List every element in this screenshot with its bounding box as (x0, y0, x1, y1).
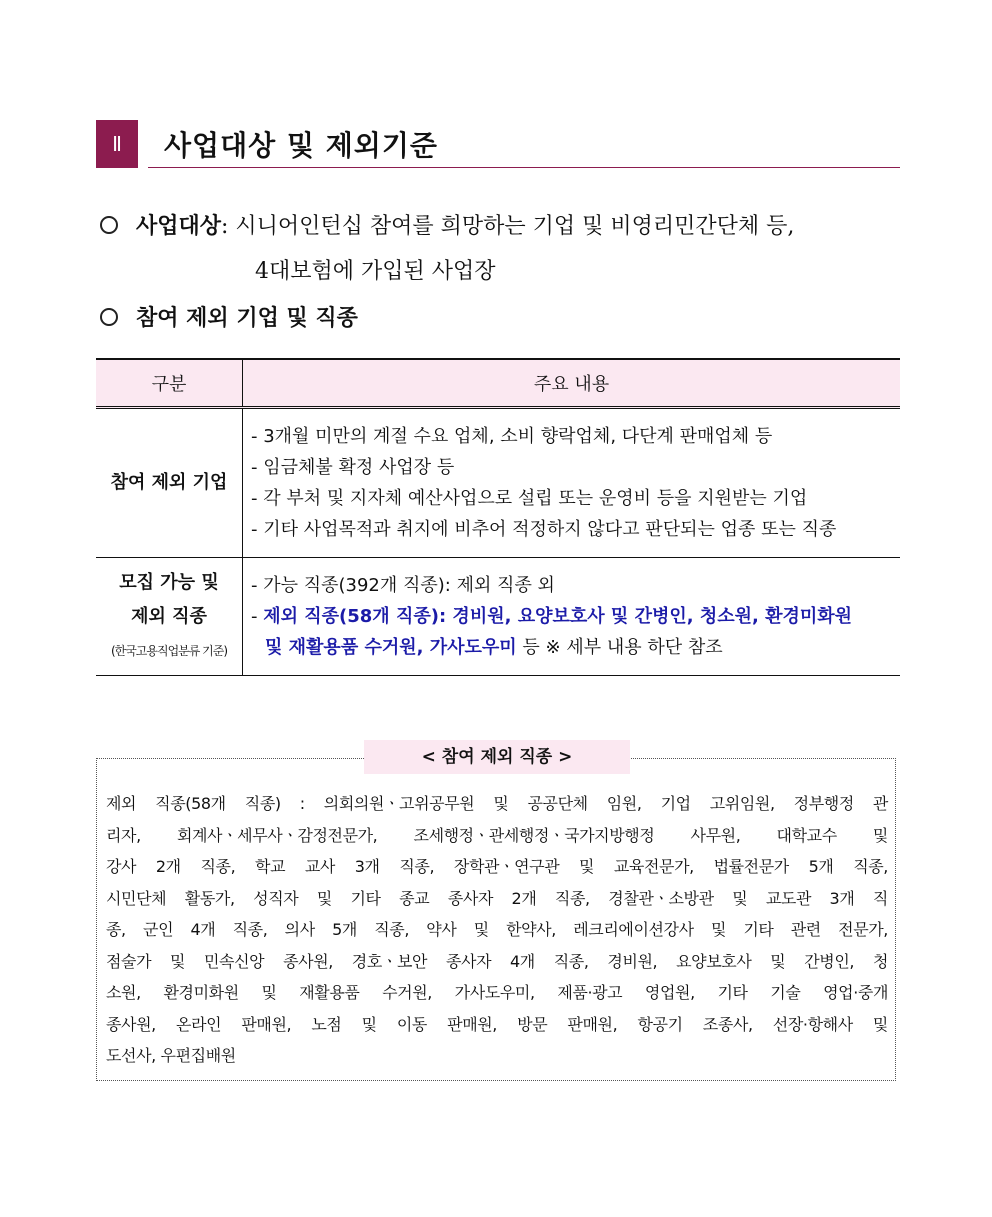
box-title: < 참여 제외 직종 > (364, 740, 630, 774)
text-line: 강사 2개 직종, 학교 교사 3개 직종, 장학관ㆍ연구관 및 교육전문가, 법률전문가 5개 직종, (106, 857, 888, 876)
section-divider (148, 167, 900, 168)
content-line: - 가능 직종(392개 직종): 제외 직종 외 (251, 575, 555, 596)
text-line: 도선사, 우편집배원 (106, 1046, 236, 1065)
section-header (96, 120, 900, 170)
exclusion-table (96, 358, 900, 676)
content-line: - 임금체불 확정 사업장 등 (251, 457, 455, 478)
dash-prefix: - (251, 606, 264, 627)
category-note: (한국고용직업분류 기준) (110, 643, 228, 658)
section-title: 사업대상 및 제외기준 (164, 129, 438, 162)
content-line: - 3개월 미만의 계절 수요 업체, 소비 향락업체, 다단계 판매업체 등 (251, 426, 773, 447)
bullet-business-target (100, 204, 794, 249)
category-line: 모집 가능 및 (119, 571, 219, 593)
highlighted-text: 제외 직종(58개 직종): 경비원, 요양보호사 및 간병인, 청소원, 환경미화원 (263, 606, 853, 627)
section-number-badge: Ⅱ (96, 120, 138, 168)
row-content (243, 408, 901, 558)
target-label: 사업대상 (136, 213, 222, 239)
text-line: 종, 군인 4개 직종, 의사 5개 직종, 약사 및 한약사, 레크리에이션강사 및 기타 관련 전문가, (106, 920, 888, 939)
target-text-continued: 4대보험에 가입된 사업장 (255, 259, 496, 284)
table-row (96, 408, 900, 558)
table-header-row (96, 359, 900, 408)
text-line: 시민단체 활동가, 성직자 및 기타 종교 종사자 2개 직종, 경찰관ㆍ소방관 및 교도관 3개 직 (106, 888, 888, 908)
header-content: 주요 내용 (243, 359, 901, 408)
content-line (251, 632, 894, 663)
text-line: 종사원, 온라인 판매원, 노점 및 이동 판매원, 방문 판매원, 항공기 조종사, 선장·항해사 및 (106, 1014, 888, 1034)
excluded-occupations-text (106, 788, 888, 1072)
content-line (251, 601, 894, 632)
circle-bullet-icon (100, 216, 118, 234)
row-category: 참여 제외 기업 (96, 408, 243, 558)
bullet-exclusion-heading (100, 296, 358, 341)
row-category (96, 558, 243, 676)
reference-note: 등 ※ 세부 내용 하단 참조 (516, 637, 723, 658)
highlighted-text: 및 재활용품 수거원, 가사도우미 (265, 637, 517, 658)
target-text: : 시니어인턴십 참여를 희망하는 기업 및 비영리민간단체 등, (221, 214, 795, 239)
circle-bullet-icon (100, 308, 118, 326)
exclusion-heading: 참여 제외 기업 및 직종 (136, 305, 358, 331)
text-line: 리자, 회계사ㆍ세무사ㆍ감정전문가, 조세행정ㆍ관세행정ㆍ국가지방행정 사무원, 대학교수 및 (106, 825, 888, 845)
text-line: 제외 직종(58개 직종) : 의회의원ㆍ고위공무원 및 공공단체 임원, 기업 고위임원, 정부행정 관 (106, 794, 888, 813)
table-row (96, 558, 900, 676)
text-line: 소원, 환경미화원 및 재활용품 수거원, 가사도우미, 제품·광고 영업원, 기타 기술 영업·중개 (106, 983, 888, 1002)
content-line: - 각 부처 및 지자체 예산사업으로 설립 또는 운영비 등을 지원받는 기업 (251, 488, 808, 509)
text-line: 점술가 및 민속신앙 종사원, 경호ㆍ보안 종사자 4개 직종, 경비원, 요양보호사 및 간병인, 청 (106, 951, 888, 971)
header-category: 구분 (96, 359, 243, 408)
content-line: - 기타 사업목적과 취지에 비추어 적정하지 않다고 판단되는 업종 또는 직종 (251, 519, 837, 540)
row-content (243, 558, 901, 676)
category-line: 제외 직종 (131, 605, 207, 627)
